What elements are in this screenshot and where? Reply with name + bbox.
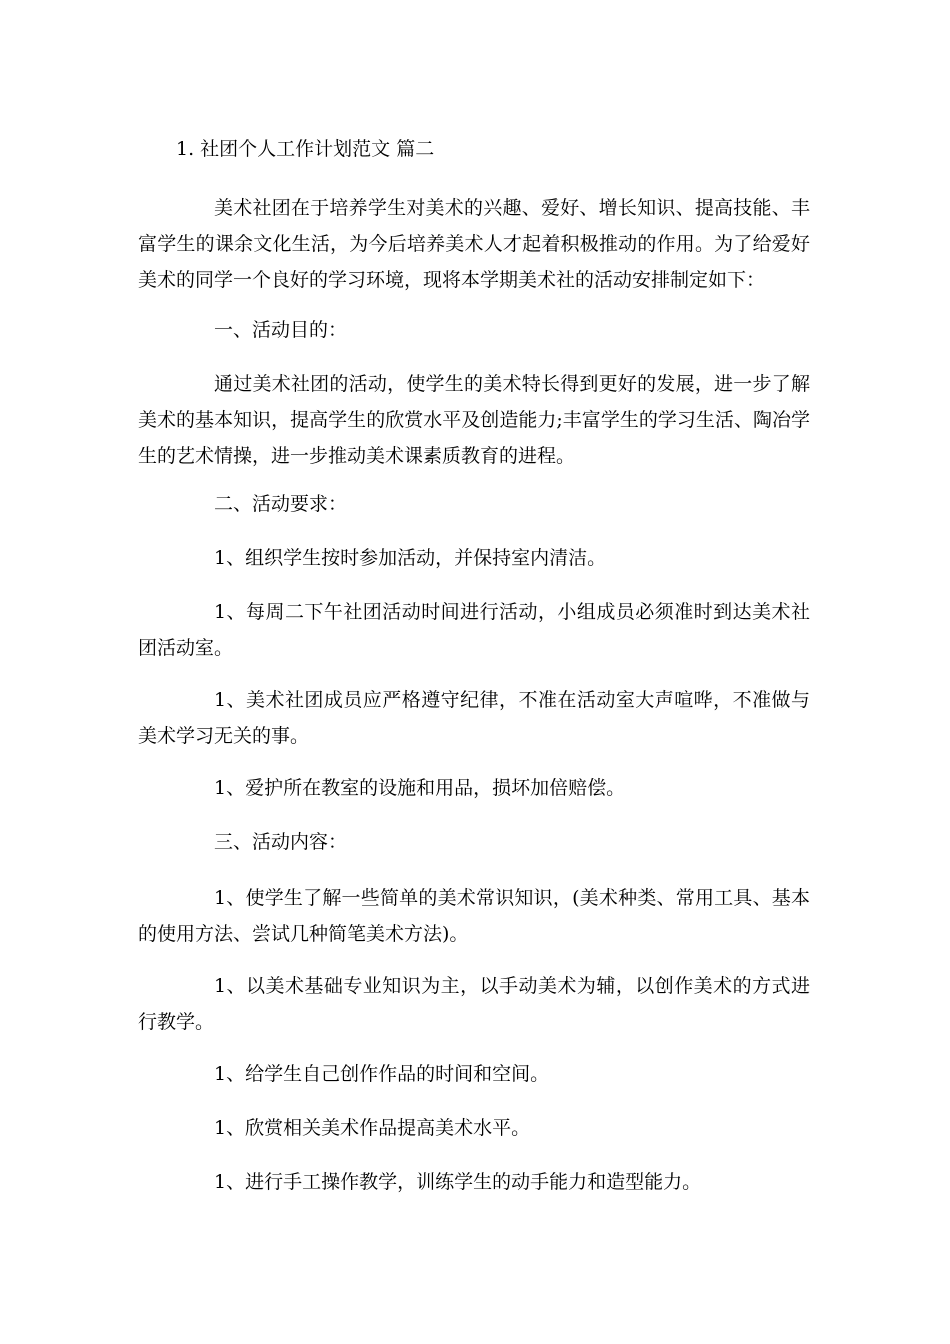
paragraph-intro: 美术社团在于培养学生对美术的兴趣、爱好、增长知识、提高技能、丰富学生的课余文化生活，为今后培养美术人才起着积极推动的作用。为了给爱好美术的同学一个良好的学习环境，现将本学期美术社的活动安排制定如下： bbox=[138, 197, 810, 291]
requirement-item: 1、美术社团成员应严格遵守纪律，不准在活动室大声喧哗，不准做与美术学习无关的事。 bbox=[138, 689, 810, 747]
requirement-item: 1、每周二下午社团活动时间进行活动，小组成员必须准时到达美术社团活动室。 bbox=[138, 601, 810, 659]
content-item: 1、使学生了解一些简单的美术常识知识，(美术种类、常用工具、基本的使用方法、尝试几种简笔美术方法)。 bbox=[138, 887, 810, 945]
heading-activity-requirements: 二、活动要求： bbox=[214, 493, 348, 515]
content-item: 1、给学生自己创作作品的时间和空间。 bbox=[214, 1063, 550, 1085]
heading-activity-content: 三、活动内容： bbox=[214, 831, 348, 853]
content-item: 1、进行手工操作教学，训练学生的动手能力和造型能力。 bbox=[214, 1171, 702, 1193]
requirement-item: 1、组织学生按时参加活动，并保持室内清洁。 bbox=[214, 547, 607, 569]
paragraph-purpose: 通过美术社团的活动，使学生的美术特长得到更好的发展，进一步了解美术的基本知识，提高学生的欣赏水平及创造能力;丰富学生的学习生活、陶冶学生的艺术情操，进一步推动美术课素质教育的进程。 bbox=[138, 373, 810, 467]
content-item: 1、以美术基础专业知识为主，以手动美术为辅，以创作美术的方式进行教学。 bbox=[138, 975, 810, 1033]
document-title: 1. 社团个人工作计划范文 篇二 bbox=[176, 138, 435, 160]
heading-activity-purpose: 一、活动目的： bbox=[214, 319, 348, 341]
content-item: 1、欣赏相关美术作品提高美术水平。 bbox=[214, 1117, 531, 1139]
requirement-item: 1、爱护所在教室的设施和用品，损坏加倍赔偿。 bbox=[214, 777, 626, 799]
